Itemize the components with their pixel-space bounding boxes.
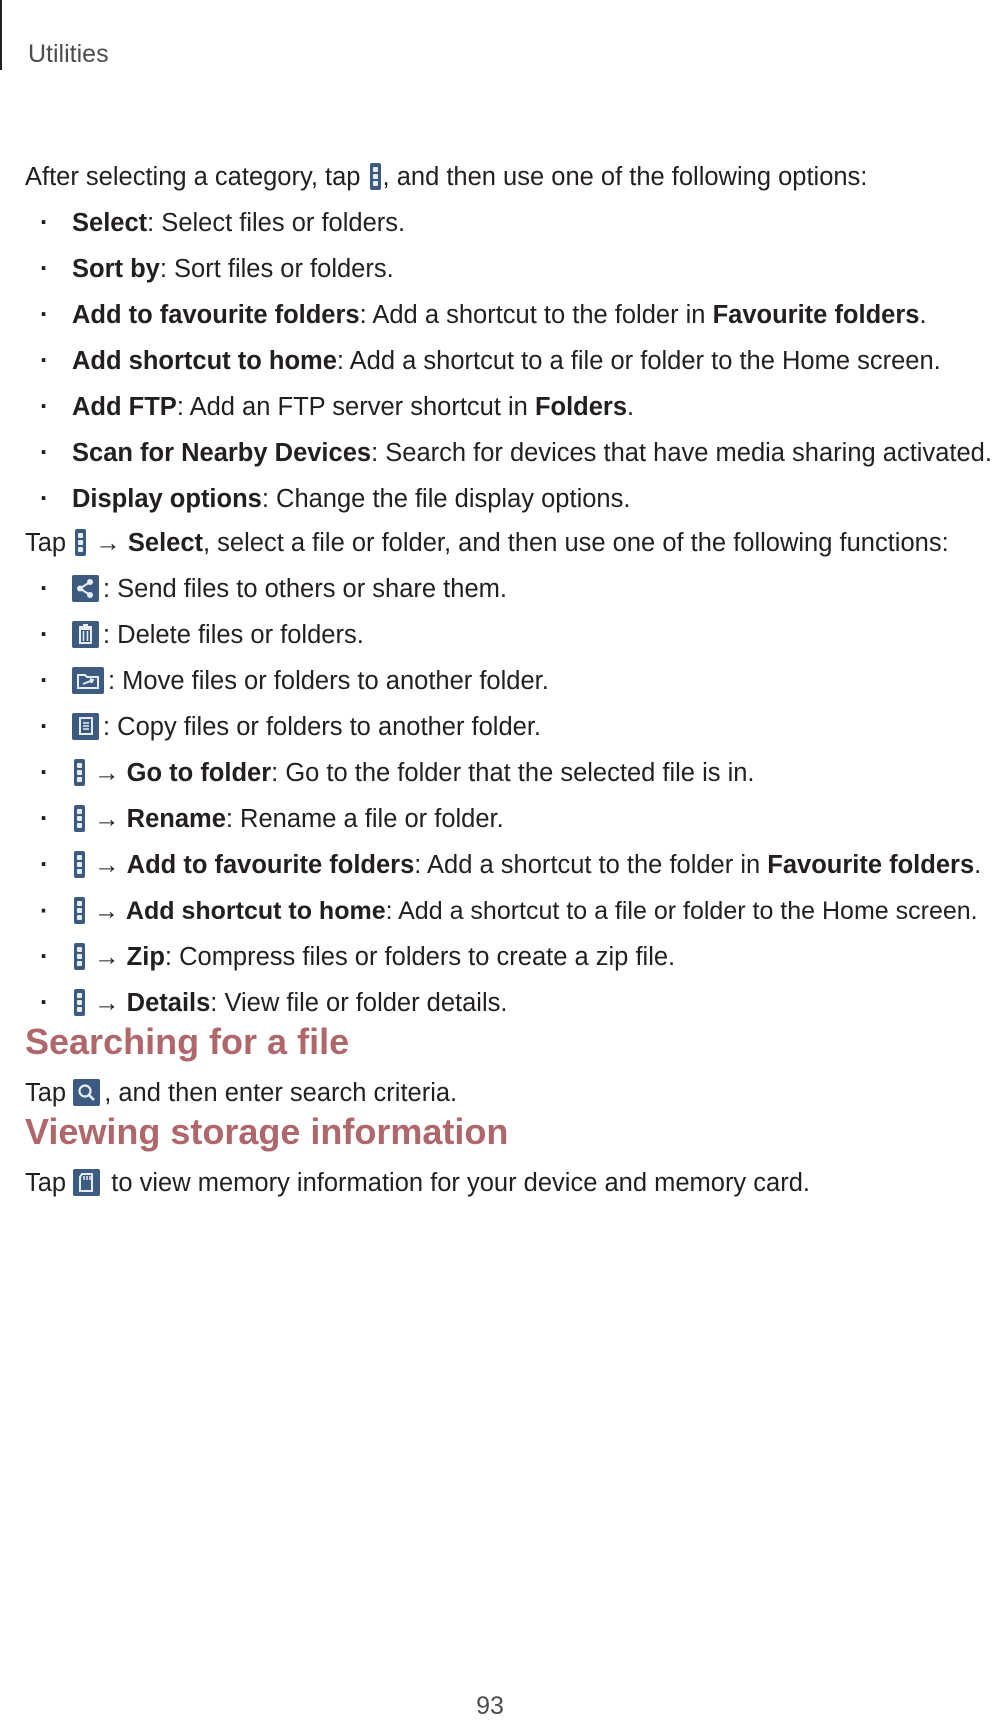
page-number: 93 [476,1692,504,1720]
list-item: · Add shortcut to home: Add a shortcut to a file or folder to the Home screen. [25,344,975,390]
searching-heading: Searching for a file [25,1021,350,1062]
more-options-icon [74,805,85,832]
options-list [25,206,992,516]
select-intro: Tap → Select, select a file or folder, and then use one of the following functions: [25,529,949,557]
share-icon [72,575,99,602]
more-options-icon [74,989,85,1016]
list-item: · → Go to folder: Go to the folder that the selected file is in. [25,756,975,802]
page-content [25,160,992,1200]
more-options-icon [74,897,85,924]
list-item: · Add to favourite folders: Add a shortcut to the folder in Favourite folders. [25,298,975,344]
list-item: · : Delete files or folders. [25,618,975,664]
storage-instruction: Tap to view memory information for your device and memory card. [25,1169,810,1197]
list-item: · → Zip: Compress files or folders to create a zip file. [25,940,975,986]
list-item: · → Details: View file or folder details. [25,986,975,1020]
list-item: · Select: Select files or folders. [25,206,975,252]
storage-heading: Viewing storage information [25,1111,509,1152]
list-item: · : Send files to others or share them. [25,572,975,618]
more-options-icon [370,163,381,190]
list-item: · Add FTP: Add an FTP server shortcut in Folders. [25,390,975,436]
list-item: · → Rename: Rename a file or folder. [25,802,975,848]
list-item: · → Add shortcut to home: Add a shortcut to a file or folder to the Home screen. [25,894,975,940]
more-options-icon [75,529,86,556]
more-options-icon [74,759,85,786]
more-options-icon [74,943,85,970]
list-item: · Sort by: Sort files or folders. [25,252,975,298]
page-margin-rule [0,0,2,70]
list-item: · Display options: Change the file display options. [25,482,975,516]
trash-icon [72,621,99,648]
move-icon [72,667,104,694]
more-options-icon [74,851,85,878]
options-intro: After selecting a category, tap , and then use one of the following options: [25,163,868,191]
list-item: · : Copy files or folders to another folder. [25,710,975,756]
copy-icon [72,713,99,740]
list-item: · : Move files or folders to another folder. [25,664,975,710]
list-item: · → Add to favourite folders: Add a shortcut to the folder in Favourite folders. [25,848,975,894]
functions-list [25,572,982,1020]
list-item: · Scan for Nearby Devices: Search for devices that have media sharing activated. [25,436,975,482]
search-instruction: Tap , and then enter search criteria. [25,1079,458,1107]
search-icon [73,1079,100,1106]
sd-card-icon [73,1169,100,1196]
section-header: Utilities [28,40,109,68]
